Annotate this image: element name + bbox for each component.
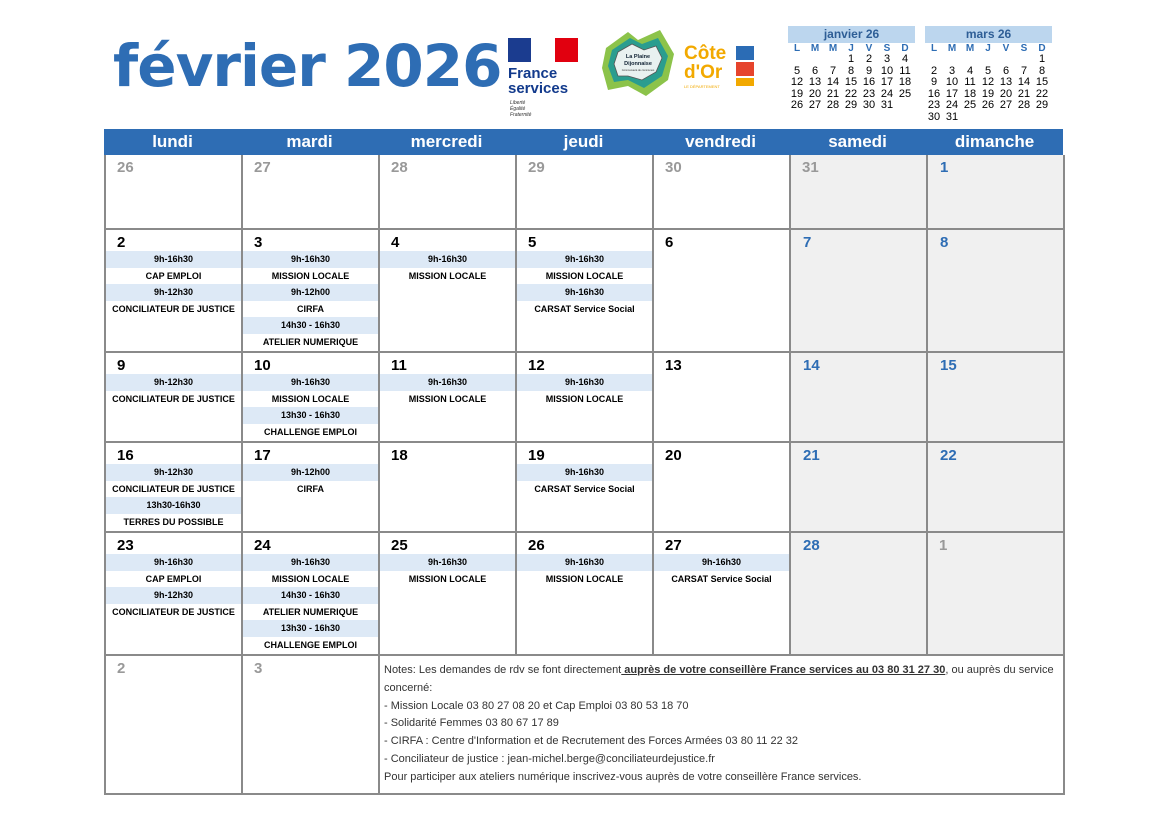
mini-weekday-label: M [965, 43, 975, 54]
page-title: février 2026 [113, 32, 502, 100]
weekday-label-2: mercredi [410, 132, 483, 151]
day-cell[interactable] [928, 155, 1065, 230]
event-service: MISSION LOCALE [545, 393, 624, 404]
event-time: 9h-16h30 [380, 251, 515, 268]
event-time: 14h30 - 16h30 [243, 587, 378, 604]
notes-intro-text: Notes: Les demandes de rdv se font directement [384, 664, 622, 676]
week-row [106, 353, 1063, 443]
mini-weekday-label: S [883, 43, 891, 54]
day-number: 1 [940, 159, 949, 176]
month-calendar [104, 129, 1063, 795]
notes-intro [384, 662, 1059, 698]
day-number: 31 [802, 159, 819, 176]
event-service: MISSION LOCALE [271, 393, 350, 404]
event-time: 13h30 - 16h30 [243, 620, 378, 637]
tricolor-flag-icon [508, 38, 578, 62]
event-service: CONCILIATEUR DE JUSTICE [112, 393, 235, 404]
event-service: CIRFA [297, 303, 324, 314]
event-service: CHALLENGE EMPLOI [263, 639, 357, 650]
day-cell[interactable] [517, 155, 654, 230]
mini-day: 26 [790, 99, 804, 112]
mini-weekday-label: D [901, 43, 909, 54]
mini-day [1033, 112, 1051, 124]
day-number: 3 [254, 660, 263, 677]
notes-line: Pour participer aux ateliers numérique inscrivez-vous auprès de votre conseillère France services. [384, 770, 862, 783]
day-number: 25 [391, 537, 408, 554]
notes-line: - CIRFA : Centre d'Information et de Recrutement des Forces Armées 03 80 11 22 32 [384, 735, 798, 748]
mini-day: 3 [948, 64, 956, 77]
week-row [106, 155, 1063, 230]
event-time: 13h30 - 16h30 [243, 407, 378, 424]
day-cell[interactable] [654, 533, 791, 656]
mini-day: 10 [880, 64, 894, 77]
day-number: 8 [940, 234, 949, 251]
mini-day: 13 [808, 76, 822, 89]
mini-day: 2 [930, 64, 938, 77]
day-number: 6 [665, 234, 674, 251]
day-number: 9 [117, 357, 126, 374]
day-cell[interactable] [243, 155, 380, 230]
day-number: 17 [254, 447, 271, 464]
mini-day: 5 [793, 64, 801, 77]
cote-dor-logo: Côte d'Or LE DÉPARTEMENT [684, 44, 758, 94]
week-row [106, 230, 1063, 353]
day-number: 26 [528, 537, 545, 554]
day-number: 27 [254, 159, 271, 176]
day-number: 22 [940, 447, 957, 464]
mini-day: 29 [844, 99, 858, 112]
mini-day: 31 [880, 99, 894, 112]
mini-day [896, 100, 914, 112]
event-service: MISSION LOCALE [408, 270, 487, 281]
event-time: 9h-16h30 [517, 464, 652, 481]
event-time: 9h-16h30 [517, 374, 652, 391]
logo-text: services [508, 80, 569, 97]
mini-day: 29 [1035, 99, 1049, 112]
mini-day: 25 [963, 99, 977, 112]
event-service: ATELIER NUMERIQUE [262, 336, 359, 347]
event-time: 14h30 - 16h30 [243, 317, 378, 334]
day-number: 14 [803, 357, 820, 374]
day-number: 21 [803, 447, 820, 464]
day-number: 23 [117, 537, 134, 554]
mini-day: 22 [1035, 87, 1049, 100]
weekday-label-5: samedi [828, 132, 887, 151]
day-cell[interactable] [106, 656, 243, 795]
mini-day [961, 112, 979, 124]
day-number: 24 [254, 537, 271, 554]
svg-text:Dijonnaise: Dijonnaise [624, 61, 652, 67]
event-time: 9h-12h00 [243, 284, 378, 301]
mini-day: 2 [865, 53, 873, 65]
day-number: 28 [803, 537, 820, 554]
weekday-label-0: lundi [152, 132, 193, 151]
event-time: 9h-16h30 [106, 251, 241, 268]
event-service: CONCILIATEUR DE JUSTICE [112, 303, 235, 314]
day-cell[interactable] [928, 533, 1065, 656]
day-number: 16 [117, 447, 134, 464]
event-time: 9h-16h30 [243, 554, 378, 571]
mini-day: 21 [1017, 87, 1031, 100]
day-number: 29 [528, 159, 545, 176]
mini-weekday-label: V [1002, 43, 1010, 54]
svg-text:Communauté de communes: Communauté de communes [621, 69, 655, 72]
mini-day: 18 [898, 76, 912, 89]
mini-day: 6 [811, 64, 819, 77]
day-cell[interactable] [106, 353, 243, 443]
mini-day: 19 [981, 87, 995, 100]
mini-day: 1 [1038, 53, 1046, 65]
weekday-label-3: jeudi [563, 132, 604, 151]
day-cell[interactable] [791, 230, 928, 353]
event-service: CARSAT Service Social [671, 573, 772, 584]
mini-day: 5 [984, 64, 992, 77]
mini-day: 6 [1002, 64, 1010, 77]
mini-day: 10 [945, 76, 959, 89]
day-cell[interactable] [928, 230, 1065, 353]
mini-day: 22 [844, 87, 858, 100]
mini-day [1015, 54, 1033, 66]
mini-day [979, 54, 997, 66]
day-cell[interactable] [380, 353, 517, 443]
mini-day: 9 [865, 64, 873, 77]
event-service: CARSAT Service Social [534, 483, 635, 494]
mini-day [925, 54, 943, 66]
weekday-label-4: vendredi [685, 132, 756, 151]
mini-day [961, 54, 979, 66]
mini-calendar-march [925, 26, 1052, 124]
day-cell[interactable] [517, 230, 654, 353]
event-time: 9h-12h30 [106, 587, 241, 604]
event-time: 9h-16h30 [106, 554, 241, 571]
mini-day: 12 [790, 76, 804, 89]
mini-day: 24 [880, 87, 894, 100]
mini-day: 24 [945, 99, 959, 112]
day-cell[interactable] [654, 443, 791, 533]
day-number: 11 [391, 357, 407, 374]
day-cell[interactable] [380, 230, 517, 353]
mini-day: 27 [999, 99, 1013, 112]
day-cell[interactable] [517, 443, 654, 533]
day-number: 2 [117, 660, 126, 677]
day-cell[interactable] [517, 353, 654, 443]
mini-weekday-label: J [985, 43, 991, 54]
mini-day: 15 [1035, 76, 1049, 89]
mini-day: 4 [901, 53, 909, 65]
event-time: 9h-16h30 [380, 554, 515, 571]
mini-day: 30 [927, 110, 941, 123]
mini-weekday-label: J [848, 43, 854, 54]
day-cell[interactable] [791, 353, 928, 443]
event-time: 9h-16h30 [654, 554, 789, 571]
day-number: 28 [391, 159, 408, 176]
day-number: 15 [940, 357, 957, 374]
mini-day: 14 [1017, 76, 1031, 89]
day-cell[interactable] [243, 353, 380, 443]
mini-day [997, 54, 1015, 66]
day-number: 4 [391, 234, 400, 251]
mini-day: 20 [808, 87, 822, 100]
mini-weekday-label: V [865, 43, 873, 54]
day-cell[interactable] [654, 353, 791, 443]
weekday-header [104, 129, 1063, 155]
day-cell[interactable] [928, 443, 1065, 533]
event-time: 9h-12h30 [106, 284, 241, 301]
day-cell[interactable] [654, 230, 791, 353]
day-cell[interactable] [106, 230, 243, 353]
mini-weekday-label: L [793, 43, 801, 54]
week-row [106, 443, 1063, 533]
mini-day: 17 [945, 87, 959, 100]
mini-day: 16 [862, 76, 876, 89]
mini-day: 7 [829, 64, 837, 77]
event-service: MISSION LOCALE [271, 270, 350, 281]
mini-day: 30 [862, 99, 876, 112]
mini-day: 13 [999, 76, 1013, 89]
mini-day [979, 112, 997, 124]
day-number: 26 [117, 159, 134, 176]
mini-day: 15 [844, 76, 858, 89]
day-cell[interactable] [106, 443, 243, 533]
day-number: 13 [665, 357, 682, 374]
day-cell[interactable] [106, 533, 243, 656]
event-time: 9h-16h30 [517, 284, 652, 301]
event-service: MISSION LOCALE [271, 573, 350, 584]
event-service: MISSION LOCALE [408, 573, 487, 584]
mini-day: 17 [880, 76, 894, 89]
plaine-dijonnaise-logo [598, 28, 678, 98]
weekday-label-6: dimanche [954, 132, 1035, 151]
mini-day: 4 [966, 64, 974, 77]
logo-motto: Liberté Égalité Fraternité [510, 100, 532, 118]
notes-phone-highlight: auprès de votre conseillère France services au 03 80 31 27 30 [621, 664, 946, 676]
day-number: 20 [665, 447, 682, 464]
event-service: CAP EMPLOI [145, 573, 202, 584]
event-service: CHALLENGE EMPLOI [263, 426, 357, 437]
day-number: 7 [803, 234, 812, 251]
mini-day [1015, 112, 1033, 124]
day-cell[interactable] [791, 533, 928, 656]
mini-day [943, 54, 961, 66]
event-time: 9h-16h30 [243, 251, 378, 268]
event-service: CONCILIATEUR DE JUSTICE [112, 483, 235, 494]
day-number: 2 [117, 234, 126, 251]
mini-day: 21 [826, 87, 840, 100]
event-service: MISSION LOCALE [408, 393, 487, 404]
mini-day: 23 [927, 99, 941, 112]
day-cell[interactable] [243, 443, 380, 533]
event-service: TERRES DU POSSIBLE [123, 516, 224, 527]
day-cell[interactable] [517, 533, 654, 656]
day-number: 12 [528, 357, 545, 374]
mini-weekday-label: L [930, 43, 938, 54]
mini-day: 18 [963, 87, 977, 100]
day-cell[interactable] [106, 155, 243, 230]
event-time: 9h-16h30 [517, 251, 652, 268]
day-cell[interactable] [654, 155, 791, 230]
day-number: 27 [665, 537, 682, 554]
event-time: 9h-12h30 [106, 374, 241, 391]
day-cell[interactable] [791, 443, 928, 533]
event-time: 9h-16h30 [243, 374, 378, 391]
day-cell[interactable] [243, 656, 380, 795]
mini-day: 25 [898, 87, 912, 100]
day-number: 19 [528, 447, 545, 464]
day-cell[interactable] [380, 443, 517, 533]
event-time: 13h30-16h30 [106, 497, 241, 514]
mini-weekday-label: M [947, 43, 957, 54]
mini-weekday-label: S [1020, 43, 1028, 54]
week-row [106, 533, 1063, 656]
mini-calendar-title: mars 26 [925, 26, 1052, 43]
mini-day [806, 54, 824, 66]
mini-day: 11 [964, 76, 976, 89]
mini-day: 31 [945, 110, 959, 123]
mini-day: 28 [826, 99, 840, 112]
notes-box [380, 656, 1065, 795]
mini-day: 7 [1020, 64, 1028, 77]
event-service: CONCILIATEUR DE JUSTICE [112, 606, 235, 617]
svg-text:La Plaine: La Plaine [625, 54, 651, 60]
mini-day [788, 54, 806, 66]
event-time: 9h-12h00 [243, 464, 378, 481]
france-services-logo [506, 38, 580, 118]
day-cell[interactable] [243, 533, 380, 656]
mini-day: 11 [899, 64, 911, 77]
mini-day: 23 [862, 87, 876, 100]
day-number: 5 [528, 234, 537, 251]
event-service: CARSAT Service Social [534, 303, 635, 314]
logo-text: France [508, 65, 558, 82]
week-row [106, 656, 1063, 795]
day-cell[interactable] [380, 533, 517, 656]
mini-day: 27 [808, 99, 822, 112]
event-time: 9h-12h30 [106, 464, 241, 481]
event-service: MISSION LOCALE [545, 270, 624, 281]
mini-day: 9 [930, 76, 938, 89]
notes-intro-text: , ou auprès du service concerné: [384, 664, 1054, 694]
mini-day: 8 [847, 64, 855, 77]
mini-day: 12 [981, 76, 995, 89]
day-number: 10 [254, 357, 271, 374]
day-cell[interactable] [791, 155, 928, 230]
day-number: 3 [254, 234, 263, 251]
mini-day: 8 [1038, 64, 1046, 77]
event-service: MISSION LOCALE [545, 573, 624, 584]
weekday-label-1: mardi [286, 132, 333, 151]
day-cell[interactable] [380, 155, 517, 230]
event-service: ATELIER NUMERIQUE [262, 606, 359, 617]
day-number: 1 [939, 537, 948, 554]
event-service: CIRFA [297, 483, 324, 494]
day-number: 18 [391, 447, 408, 464]
mini-weekday-label: M [828, 43, 838, 54]
mini-day: 14 [826, 76, 840, 89]
notes-line: - Solidarité Femmes 03 80 67 17 89 [384, 717, 559, 730]
notes-line: - Mission Locale 03 80 27 08 20 et Cap Emploi 03 80 53 18 70 [384, 699, 689, 712]
notes-line: - Conciliateur de justice : jean-michel.berge@conciliateurdejustice.fr [384, 752, 715, 765]
day-cell[interactable] [243, 230, 380, 353]
event-time: 9h-16h30 [380, 374, 515, 391]
mini-day: 3 [883, 53, 891, 65]
mini-day [997, 112, 1015, 124]
mini-weekday-label: D [1038, 43, 1046, 54]
mini-day: 26 [981, 99, 995, 112]
mini-day: 1 [847, 53, 855, 65]
mini-day: 28 [1017, 99, 1031, 112]
mini-calendar-title: janvier 26 [788, 26, 915, 43]
mini-day: 19 [790, 87, 804, 100]
event-service: CAP EMPLOI [145, 270, 202, 281]
mini-calendar-january [788, 26, 915, 112]
event-time: 9h-16h30 [517, 554, 652, 571]
mini-day: 16 [927, 87, 941, 100]
day-cell[interactable] [928, 353, 1065, 443]
mini-weekday-label: M [810, 43, 820, 54]
mini-day [824, 54, 842, 66]
day-number: 30 [665, 159, 682, 176]
mini-day: 20 [999, 87, 1013, 100]
